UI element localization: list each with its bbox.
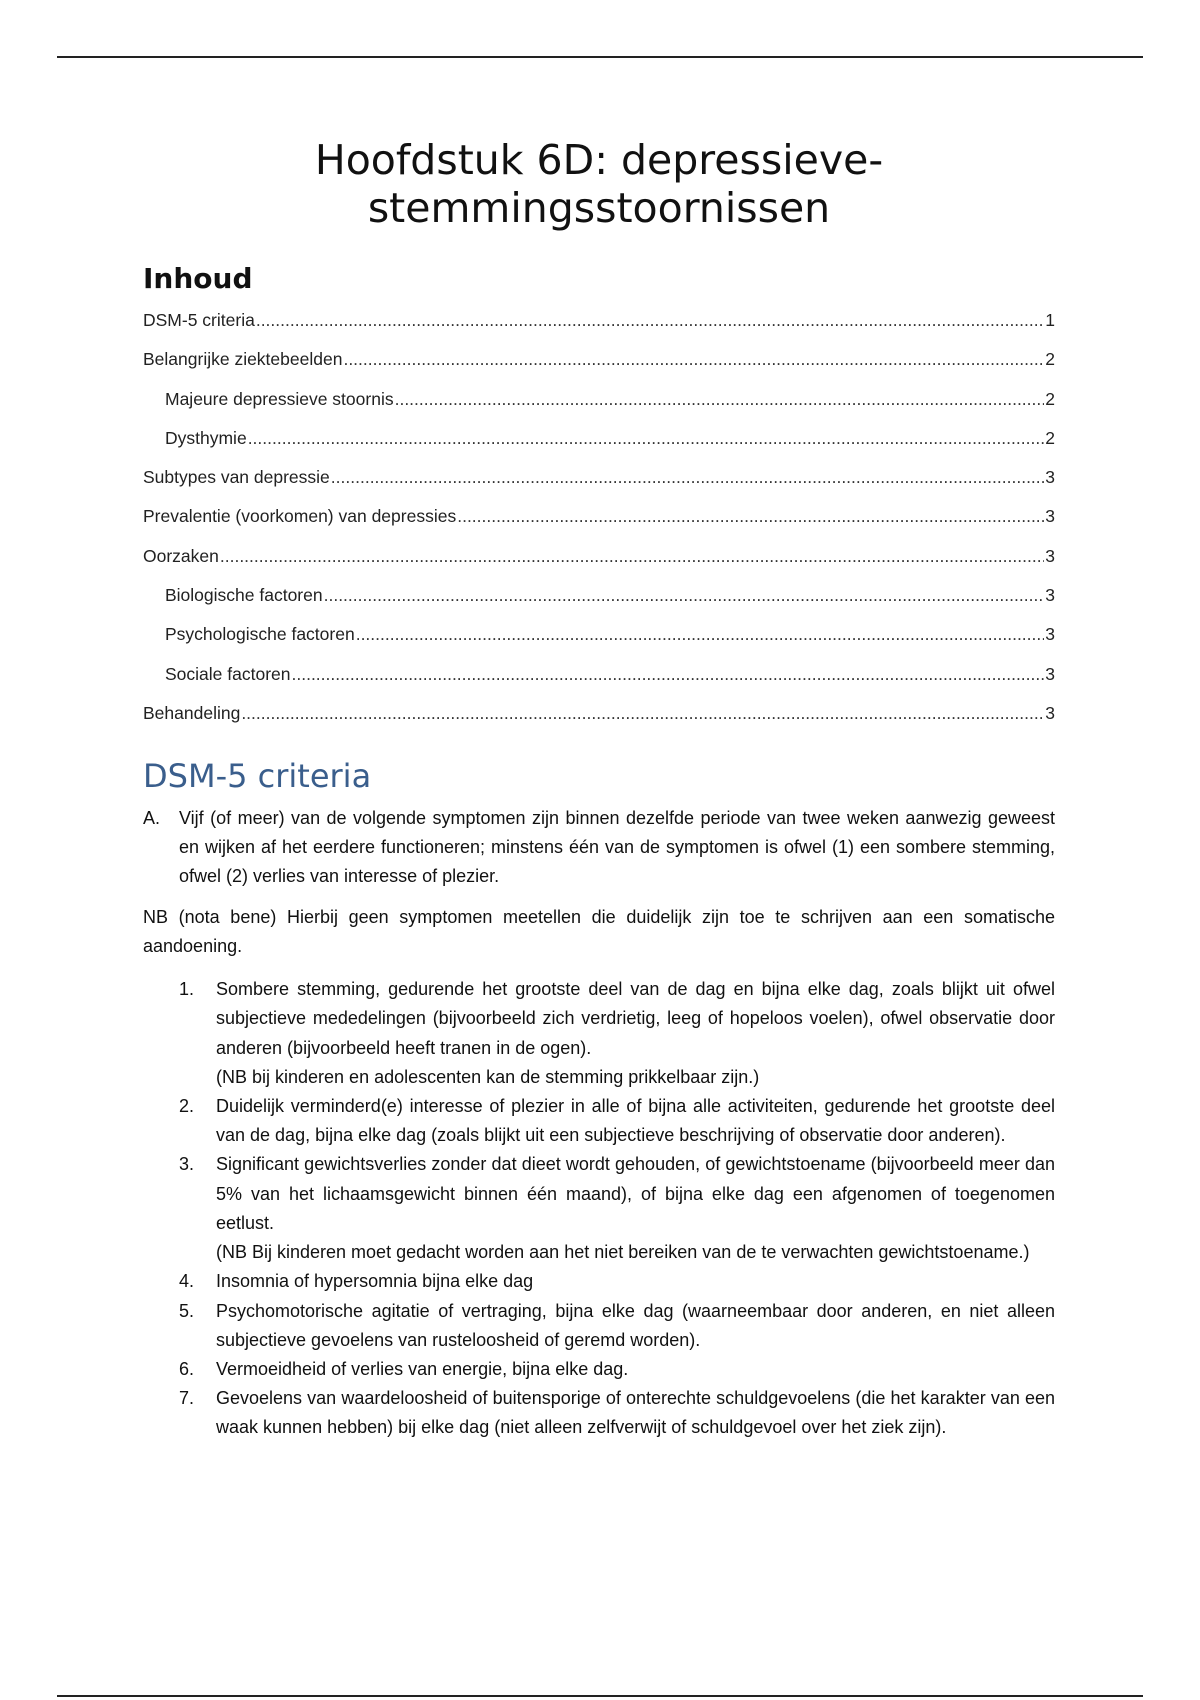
toc-item-dysthymie[interactable] (143, 428, 1055, 467)
toc-item-dsm5-criteria[interactable] (143, 310, 1055, 349)
symptom-note: (NB bij kinderen en adolescenten kan de stemming prikkelbaar zijn.) (216, 1066, 760, 1087)
symptom-body (216, 1384, 1055, 1442)
toc-leader-dots (292, 664, 1045, 685)
toc-item-page: 3 (1045, 585, 1055, 606)
symptom-text: Sombere stemming, gedurende het grootste deel van de dag en bijna elke dag, zoals blijkt uit ofwel subjectieve mededelingen (bijvoorbeeld zich verdrietig, leeg of hopeloos voelen), ofwel observatie door anderen (bijvoorbeeld heeft tranen in de ogen). (216, 979, 1055, 1058)
symptom-number: 1. (179, 979, 195, 1000)
toc-item-prevalentie[interactable] (143, 506, 1055, 545)
symptom-item (179, 1150, 1055, 1267)
symptom-text: Gevoelens van waardeloosheid of buitensporige of onterechte schuldgevoelens (die het karakter van een waak kunnen hebben) bij elke dag (niet alleen zelfverwijt of schuldgevoel over het ziek zijn). (216, 1388, 1055, 1438)
toc-item-sociale-factoren[interactable] (143, 664, 1055, 703)
toc-item-label: Dysthymie (165, 427, 247, 448)
toc-item-label: Sociale factoren (165, 663, 291, 684)
symptom-body (216, 1092, 1055, 1150)
toc-item-biologische-factoren[interactable] (143, 585, 1055, 624)
toc-leader-dots (241, 703, 1044, 724)
symptom-body (216, 1150, 1055, 1267)
criterion-text: Vijf (of meer) van de volgende symptomen zijn binnen dezelfde periode van twee weken aanwezig geweest en wijken af het eerdere functioneren; minstens één van de symptomen is ofwel (1) een sombere stemming, ofwel (2) verlies van interesse of plezier. (179, 808, 1055, 887)
toc-item-majeure-depressieve-stoornis[interactable] (143, 389, 1055, 428)
toc-leader-dots (331, 467, 1044, 488)
symptom-text: Duidelijk verminderd(e) interesse of plezier in alle of bijna alle activiteiten, gedurende het grootste deel van de dag, bijna elke dag (zoals blijkt uit een subjectieve beschrijving of observatie door anderen). (216, 1096, 1055, 1146)
symptom-body (216, 1355, 1055, 1384)
toc-item-page: 3 (1045, 663, 1055, 684)
symptom-number: 2. (179, 1096, 195, 1117)
toc-item-page: 2 (1045, 388, 1055, 409)
document-title: Hoofdstuk 6D: depressieve-stemmingsstoornissen (314, 136, 884, 232)
toc-item-page: 3 (1045, 624, 1055, 645)
criterion-letter: A. (143, 808, 161, 829)
symptom-list (143, 975, 1055, 1442)
toc-item-label: DSM-5 criteria (143, 310, 255, 330)
toc-item-label: Behandeling (143, 702, 241, 723)
symptom-item (179, 1092, 1055, 1150)
header-rule (57, 56, 1143, 58)
toc-item-psychologische-factoren[interactable] (143, 624, 1055, 663)
toc-item-oorzaken[interactable] (143, 546, 1055, 585)
toc-item-label: Belangrijke ziektebeelden (143, 349, 343, 370)
symptom-number: 7. (179, 1388, 195, 1409)
toc-item-subtypes-van-depressie[interactable] (143, 467, 1055, 506)
criterion-a (143, 804, 1055, 891)
toc-leader-dots (220, 546, 1044, 567)
toc-leader-dots (324, 585, 1045, 606)
toc-item-page: 3 (1045, 506, 1055, 527)
toc-item-label: Prevalentie (voorkomen) van depressies (143, 506, 457, 527)
symptom-body (216, 1297, 1055, 1355)
toc-item-page: 3 (1045, 545, 1055, 566)
symptom-text: Insomnia of hypersomnia bijna elke dag (216, 1271, 534, 1292)
symptom-text: Vermoeidheid of verlies van energie, bijna elke dag. (216, 1358, 629, 1379)
toc-leader-dots (395, 389, 1045, 410)
toc-leader-dots (343, 349, 1044, 370)
toc-item-label: Majeure depressieve stoornis (165, 388, 394, 409)
symptom-number: 4. (179, 1271, 195, 1292)
symptom-number: 3. (179, 1154, 195, 1175)
toc-item-label: Psychologische factoren (165, 624, 355, 645)
symptom-item (179, 975, 1055, 1092)
symptom-text: Psychomotorische agitatie of vertraging, bijna elke dag (waarneembaar door anderen, en niet alleen subjectieve gevoelens van rusteloosheid of geremd worden). (216, 1300, 1055, 1350)
toc-leader-dots (248, 428, 1045, 449)
toc-item-label: Biologische factoren (165, 585, 323, 606)
toc-item-page: 1 (1045, 310, 1055, 330)
toc-item-page: 2 (1045, 349, 1055, 370)
section-heading-dsm5-criteria: DSM-5 criteria (143, 757, 372, 796)
toc-leader-dots (356, 624, 1045, 645)
symptom-number: 5. (179, 1300, 195, 1321)
footer-rule (57, 1695, 1143, 1697)
toc-item-behandeling[interactable] (143, 703, 1055, 742)
toc-item-page: 3 (1045, 702, 1055, 723)
table-of-contents (143, 310, 1055, 742)
toc-leader-dots (256, 310, 1044, 331)
toc-item-belangrijke-ziektebeelden[interactable] (143, 349, 1055, 388)
toc-item-page: 3 (1045, 467, 1055, 488)
toc-leader-dots (457, 506, 1044, 527)
symptom-body (216, 975, 1055, 1092)
symptom-body (216, 1267, 1055, 1296)
document-body (143, 136, 1055, 1443)
symptom-note: (NB Bij kinderen moet gedacht worden aan het niet bereiken van de te verwachten gewichtstoename.) (216, 1242, 1030, 1263)
toc-item-page: 2 (1045, 427, 1055, 448)
symptom-item (179, 1355, 1055, 1384)
symptom-item (179, 1267, 1055, 1296)
symptom-text: Significant gewichtsverlies zonder dat dieet wordt gehouden, of gewichtstoename (bijvoorbeeld meer dan 5% van het lichaamsgewicht binnen één maand), of bijna elke dag een afgenomen of toegenomen eetlust. (216, 1154, 1055, 1233)
symptom-item (179, 1384, 1055, 1442)
symptom-number: 6. (179, 1358, 195, 1379)
nota-bene-paragraph: NB (nota bene) Hierbij geen symptomen meetellen die duidelijk zijn toe te schrijven aan een somatische aandoening. (143, 907, 1055, 957)
toc-item-label: Oorzaken (143, 545, 219, 566)
symptom-item (179, 1297, 1055, 1355)
toc-item-label: Subtypes van depressie (143, 467, 330, 488)
toc-heading: Inhoud (143, 262, 253, 295)
